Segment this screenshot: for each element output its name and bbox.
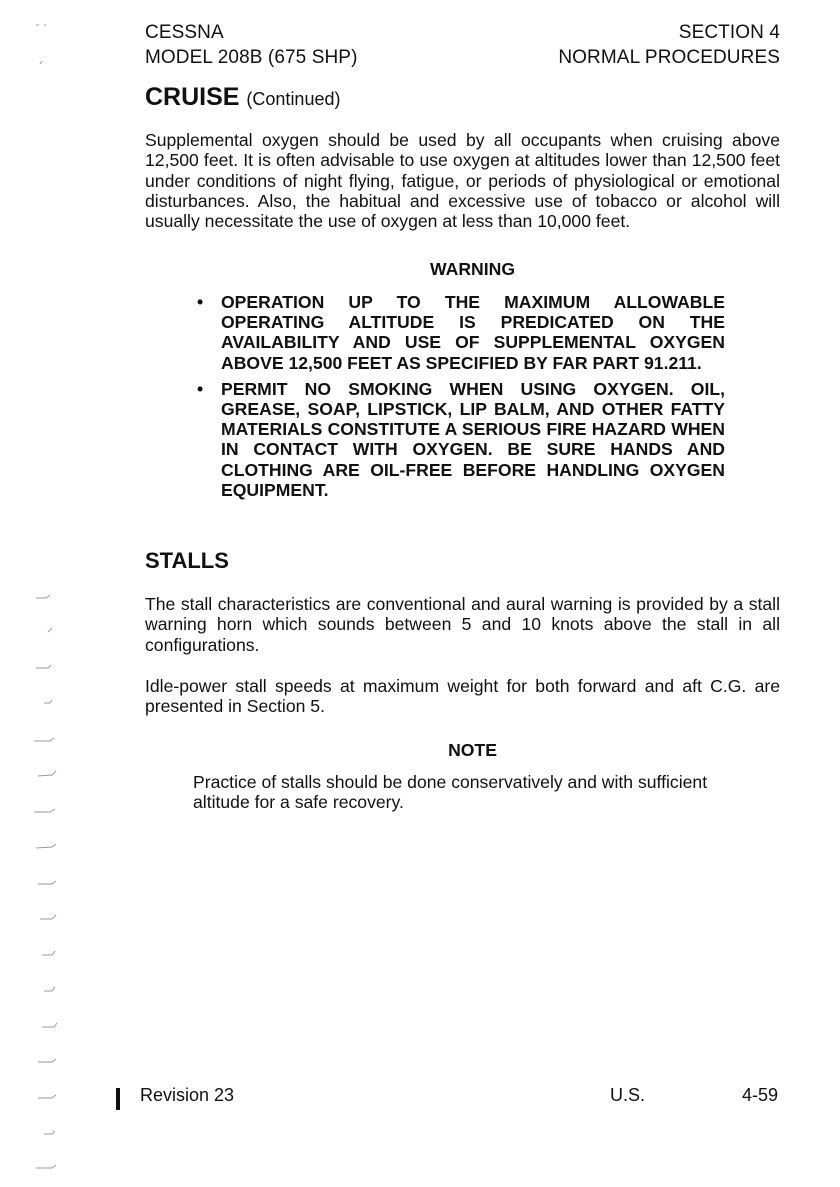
- header-right: [558, 20, 780, 70]
- page-number: 4-59: [741, 1085, 778, 1105]
- continued-label: (Continued): [246, 89, 341, 109]
- stalls-heading: STALLS: [145, 548, 229, 573]
- cruise-heading: [145, 82, 340, 114]
- warning-item: [195, 379, 725, 500]
- aircraft-model: MODEL 208B (675 SHP): [145, 47, 358, 68]
- warning-list: [195, 292, 725, 506]
- revision-bar: [116, 1088, 120, 1110]
- bullet-icon: •: [197, 378, 204, 399]
- stalls-paragraph-1: The stall characteristics are conventional and aural warning is provided by a stall warning horn which sounds between 5 and 10 knots above the stall in all configurations.: [145, 594, 780, 655]
- note-heading: NOTE: [448, 740, 497, 760]
- cruise-title: CRUISE: [145, 83, 240, 111]
- oxygen-paragraph: Supplemental oxygen should be used by all occupants when cruising above 12,500 feet. It is often advisable to use oxygen at altitudes lower than 12,500 feet under conditions of night flying, fatigue, or periods of physiological or emotional disturbances. Also, the habitual and excessive use of tobacco or alcohol will usually necessitate the use of oxygen at less than 10,000 feet.: [145, 130, 780, 232]
- note-text: Practice of stalls should be done conservatively and with sufficient altitude for a safe recovery.: [193, 772, 708, 813]
- manufacturer: CESSNA: [145, 22, 224, 43]
- header-left: [145, 20, 358, 70]
- stalls-paragraph-2: Idle-power stall speeds at maximum weight for both forward and aft C.G. are presented in Section 5.: [145, 676, 780, 717]
- warning-heading: WARNING: [429, 259, 516, 279]
- warning-item: [195, 292, 725, 373]
- section-name: NORMAL PROCEDURES: [558, 47, 780, 68]
- scan-marks: [30, 0, 70, 1187]
- bullet-icon: •: [197, 292, 204, 312]
- warning-item-text: OPERATION UP TO THE MAXIMUM ALLOWABLE OPERATING ALTITUDE IS PREDICATED ON THE AVAILABILITY AND USE OF SUPPLEMENTAL OXYGEN ABOVE 12,500 FEET AS SPECIFIED BY FAR PART 91.211.: [221, 292, 725, 373]
- section-number: SECTION 4: [678, 22, 780, 43]
- warning-item-text: PERMIT NO SMOKING WHEN USING OXYGEN. OIL, GREASE, SOAP, LIPSTICK, LIP BALM, AND OTHER FATTY MATERIALS CONSTITUTE A SERIOUS FIRE HAZARD WHEN IN CONTACT WITH OXYGEN. BE SURE HANDS AND CLOTHING ARE OIL-FREE BEFORE HANDLING OXYGEN EQUIPMENT.: [221, 378, 725, 500]
- region-label: U.S.: [610, 1085, 646, 1105]
- revision-label: Revision 23: [140, 1085, 235, 1105]
